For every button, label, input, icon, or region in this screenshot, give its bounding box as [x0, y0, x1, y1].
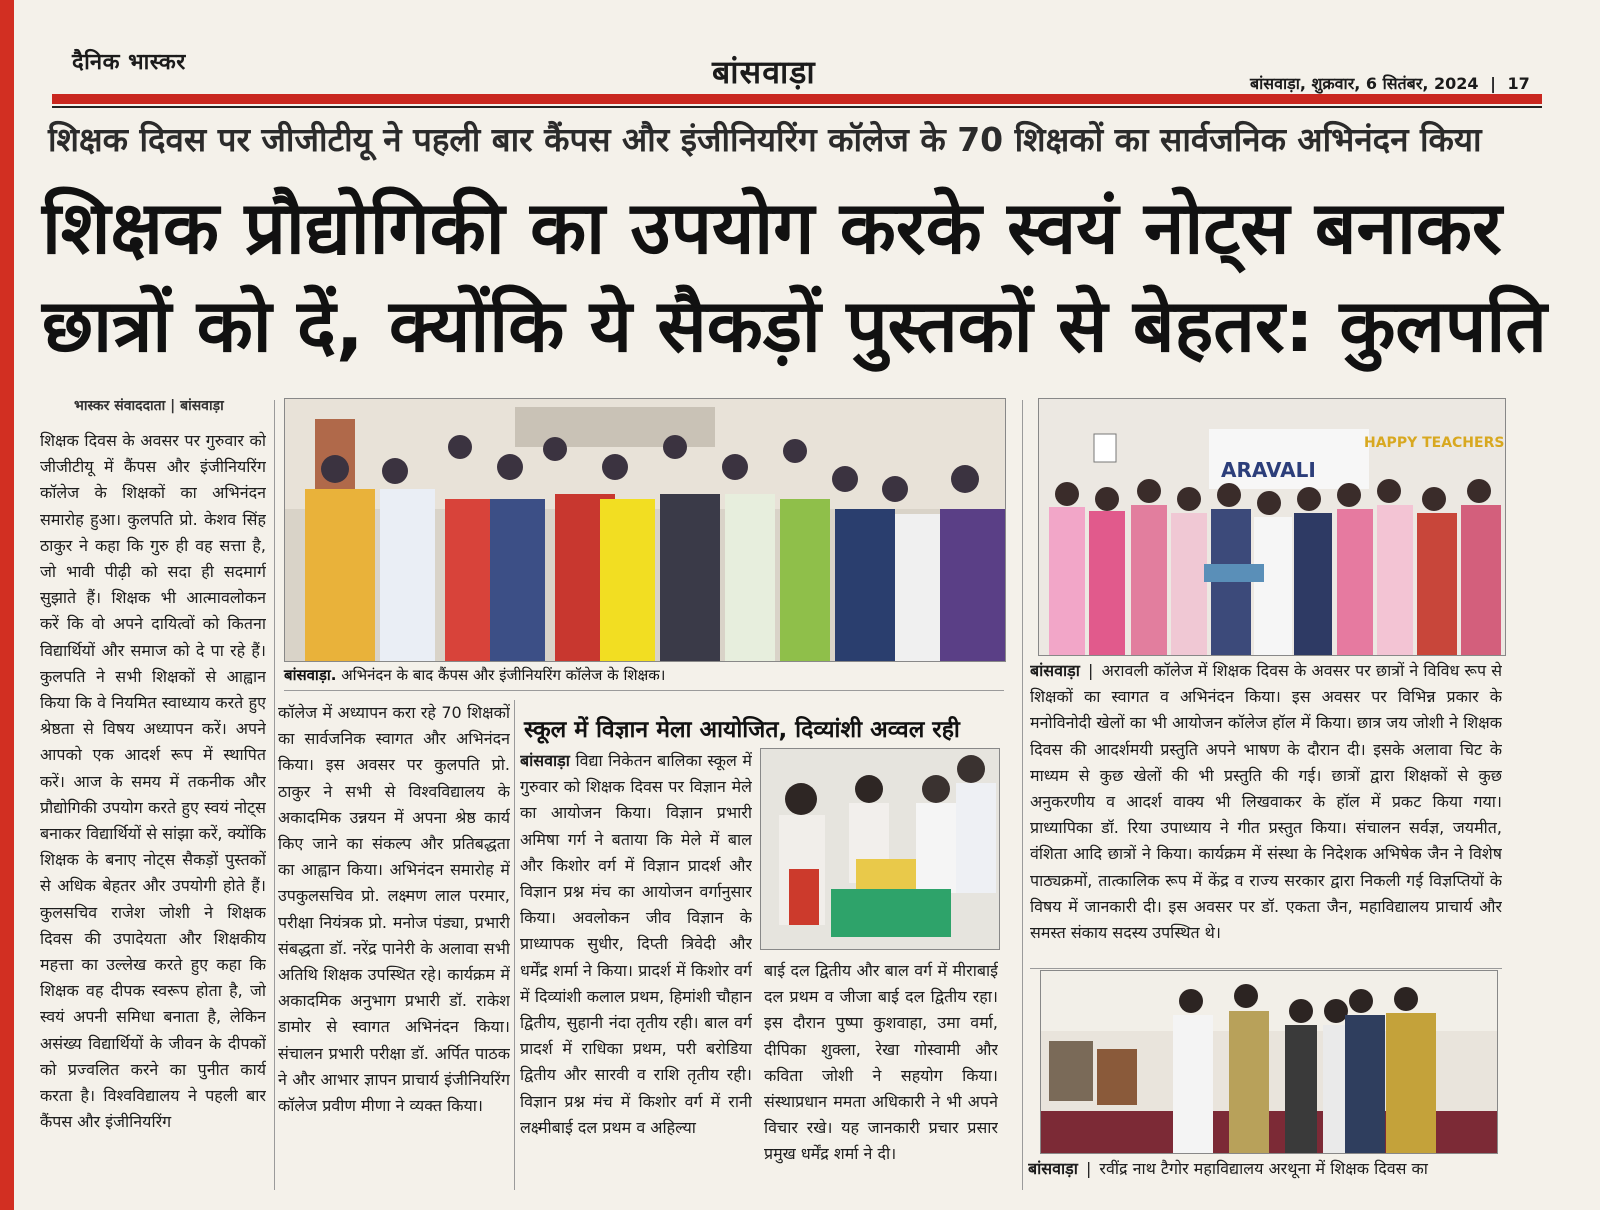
science-fair-place: बांसवाड़ा [520, 751, 570, 770]
aravali-place: बांसवाड़ा [1030, 661, 1080, 680]
article-headline [42, 180, 1552, 376]
tagore-text: रवींद्र नाथ टैगोर महाविद्यालय अरथूना में शिक्षक दिवस का [1099, 1159, 1428, 1178]
photo-1-caption [284, 664, 1004, 686]
page-number: 17 [1507, 74, 1530, 93]
aravali-story: बांसवाड़ा | अरावली कॉलेज में शिक्षक दिवस के अवसर पर छात्रों ने विविध रूप से शिक्षकों का स्वागत व अभिनंदन किया। इस अवसर पर विभिन्न प्रकार के मनोविनोदी खेलों का भी आयोजन कॉलेज हॉल में किया। छात्र जय जोशी ने शिक्षक दिवस की आदर्शमयी प्रस्तुति अपने भाषण के दौरान दी। इसके अलावा चिट के माध्यम से कुछ खेलों की भी प्रस्तुति की गई। छात्रों द्वारा शिक्षकों से कुछ अनुकरणीय व आदर्श वाक्य भी लिखवाकर के हॉल में प्रकट किया गया। प्राध्यापिका डॉ. रिया उपाध्याय ने गीत प्रस्तुत किया। संचालन सर्वज्ञ, जयमीत, वंशिता आदि छात्रों ने किया। कार्यक्रम में संस्था के निदेशक अभिषेक जैन ने विशेष पाठ्यक्रमों, तात्कालिक रूप में केंद्र व राज्य सरकार द्वारा निकली गई विज्ञप्तियों के विषय में जानकारी दी। इस अवसर पर डॉ. एकता जैन, महाविद्यालय प्राचार्य और समस्त संकाय सदस्य उपस्थित थे। [1030, 661, 1502, 943]
teachers-group-photo [284, 398, 1006, 662]
happy-teachers-balloons: HAPPY TEACHERS [1364, 435, 1505, 451]
aravali-college-photo [1038, 398, 1506, 656]
dateline-text: बांसवाड़ा, शुक्रवार, 6 सितंबर, 2024 [1250, 74, 1479, 93]
article-column-1: शिक्षक दिवस के अवसर पर गुरुवार को जीजीटीयू में कैंपस और इंजीनियरिंग कॉलेज के शिक्षकों का अभिनंदन समारोह हुआ। कुलपति प्रो. केशव सिंह ठाकुर ने कहा कि गुरु ही वह सत्ता है, जो भावी पीढ़ी को सदा ही सदमार्ग सुझाते हैं। शिक्षक भी आत्मावलोकन करें कि वो अपने दायित्वों को कितना विद्यार्थियों और समाज को दे पा रहे हैं। कुलपति ने सभी शिक्षकों से आह्वान किया कि वे नियमित स्वाध्याय करते हुए श्रेष्ठता से विषय अध्यापन करें। अपने आपको एक आदर्श रूप में स्थापित करें। आज के समय में तकनीक और प्रौद्योगिकी उपयोग करते हुए स्वयं नोट्स बनाकर विद्यार्थियों से सांझा करें, क्योंकि शिक्षक के बनाए नोट्स सैकड़ों पुस्तकों से अधिक बेहतर और उपयोगी होते हैं। कुलसचिव राजेश जोशी ने शिक्षक दिवस की उपादेयता और शिक्षकीय महत्ता का उल्लेख करते हुए कहा कि शिक्षक वह दीपक स्वरूप होता है, जो स्वयं अपनी समिधा बनाता है, लेकिन असंख्य विद्यार्थियों के जीवन के दीपकों को प्रज्वलित करने का पुनीत कार्य करता है। विश्वविद्यालय ने पहली बार कैंपस और इंजीनियरिंग [40, 431, 266, 1132]
science-fair-column-2: बाई दल द्वितीय और बाल वर्ग में मीराबाई दल प्रथम व जीजा बाई दल द्वितीय रहा। इस दौरान पुष्पा कुशवाहा, उमा वर्मा, दीपिका शुक्ला, रेखा गोस्वामी और कविता जोशी ने सहयोग किया। संस्थाप्रधान ममता अधिकारी ने भी अपने विचार रखे। यह जानकारी प्रचार प्रसार प्रमुख धर्मेंद्र शर्मा ने दी। [764, 961, 998, 1164]
aravali-text: अरावली कॉलेज में शिक्षक दिवस के अवसर पर छात्रों ने विविध रूप से शिक्षकों का स्वागत व अभिनंदन किया। इस अवसर पर विभिन्न प्रकार के मनोविनोदी खेलों का भी आयोजन कॉलेज हॉल में किया। छात्र जय जोशी ने शिक्षक दिवस की आदर्शमयी प्रस्तुति अपने भाषण के दौरान दी। इसके अलावा चिट के माध्यम से कुछ खेलों की भी प्रस्तुति की गई। छात्रों द्वारा शिक्षकों से कुछ अनुकरणीय व आदर्श वाक्य भी लिखवाकर के हॉल में प्रकट किया गया। प्राध्यापिका डॉ. रिया उपाध्याय ने गीत प्रस्तुत किया। संचालन सर्वज्ञ, जयमीत, वंशिता आदि छात्रों ने किया। कार्यक्रम में संस्था के निदेशक अभिषेक जैन ने विशेष पाठ्यक्रमों, तात्कालिक रूप में केंद्र व राज्य सरकार द्वारा निकली गई विज्ञप्तियों के विषय में जानकारी दी। इस अवसर पर डॉ. एकता जैन, महाविद्यालय प्राचार्य और समस्त संकाय सदस्य उपस्थित थे। [1030, 661, 1502, 943]
story-divider [1030, 968, 1502, 969]
photo-1-caption-place: बांसवाड़ा. [284, 666, 337, 684]
page-edge-red-strip [0, 0, 14, 1210]
column-divider [1022, 400, 1023, 1190]
dateline: बांसवाड़ा, शुक्रवार, 6 सितंबर, 2024 | 17 [1250, 74, 1530, 93]
column-divider [514, 700, 515, 1190]
science-fair-text-a: विद्या निकेतन बालिका स्कूल में गुरुवार को शिक्षक दिवस पर विज्ञान मेले का आयोजन किया। विज्ञान प्रभारी अमिषा गर्ग ने बताया कि मेले में बाल और किशोर वर्ग में विज्ञान प्रादर्श और विज्ञान प्रश्न मंच का आयोजन वर्गानुसार किया। अवलोकन जीव विज्ञान के प्राध्यापक सुधीर, दिप्ती त्रिवेदी और धर्मेंद्र शर्मा ने किया। प्रादर्श में किशोर वर्ग में दिव्यांशी कलाल प्रथम, हिमांशी चौहान द्वितीय, सुहानी नंदा तृतीय रही। बाल वर्ग प्रादर्श में राधिका प्रथम, परी बरोडिया द्वितीय और सारवी व राशि तृतीय रही। विज्ञान प्रश्न मंच में किशोर वर्ग में रानी लक्ष्मीबाई दल प्रथम व अहिल्या [520, 751, 752, 1137]
tagore-story: बांसवाड़ा | रवींद्र नाथ टैगोर महाविद्यालय अरथूना में शिक्षक दिवस का [1028, 1159, 1428, 1178]
aravali-banner-text: ARAVALI [1221, 458, 1316, 482]
science-fair-column-1 [520, 748, 752, 1180]
column-divider [274, 400, 275, 1190]
masthead-thin-rule [52, 106, 1542, 108]
tagore-college-photo [1040, 970, 1498, 1154]
edition-title: बांसवाड़ा [712, 53, 816, 91]
science-fair-photo [760, 748, 1000, 950]
science-fair-headline: स्कूल में विज्ञान मेला आयोजित, दिव्यांशी अव्वल रही [524, 717, 960, 743]
byline: भास्कर संवाददाता | बांसवाड़ा [74, 398, 224, 414]
masthead-red-rule [52, 94, 1542, 104]
headline-line-2: छात्रों को दें, क्योंकि ये सैकड़ों पुस्तकों से बेहतर: कुलपति [42, 284, 1547, 369]
caption-divider [284, 690, 1004, 691]
article-column-2: कॉलेज में अध्यापन करा रहे 70 शिक्षकों का सार्वजनिक स्वागत और अभिनंदन किया। इस अवसर पर कुलपति प्रो. ठाकुर ने सभी से विश्वविद्यालय के अकादमिक उन्नयन में अपना श्रेष्ठ कार्य किए जाने का संकल्प और प्रतिबद्धता का आह्वान किया। अभिनंदन समारोह में उपकुलसचिव प्रो. लक्ष्मण लाल परमार, परीक्षा नियंत्रक प्रो. मनोज पंड्या, प्रभारी संबद्धता डॉ. नरेंद्र पानेरी के अलावा सभी अतिथि शिक्षक उपस्थित रहे। कार्यक्रम में अकादमिक अनुभाग प्रभारी डॉ. राकेश डामोर से स्वागत अभिनंदन किया। संचालन प्रभारी परीक्षा डॉ. अर्पित पाठक ने और आभार ज्ञापन प्राचार्य इंजीनियरिंग कॉलेज प्रवीण मीणा ने व्यक्त किया। [278, 703, 510, 1116]
photo-1-caption-text: अभिनंदन के बाद कैंपस और इंजीनियरिंग कॉलेज के शिक्षक। [341, 666, 666, 684]
newspaper-name: दैनिक भास्कर [72, 50, 186, 75]
article-kicker: शिक्षक दिवस पर जीजीटीयू ने पहली बार कैंपस और इंजीनियरिंग कॉलेज के 70 शिक्षकों का सार्वजनिक अभिनंदन किया [48, 120, 1482, 159]
headline-line-1: शिक्षक प्रौद्योगिकी का उपयोग करके स्वयं नोट्स बनाकर [42, 186, 1502, 271]
tagore-place: बांसवाड़ा [1028, 1159, 1078, 1178]
